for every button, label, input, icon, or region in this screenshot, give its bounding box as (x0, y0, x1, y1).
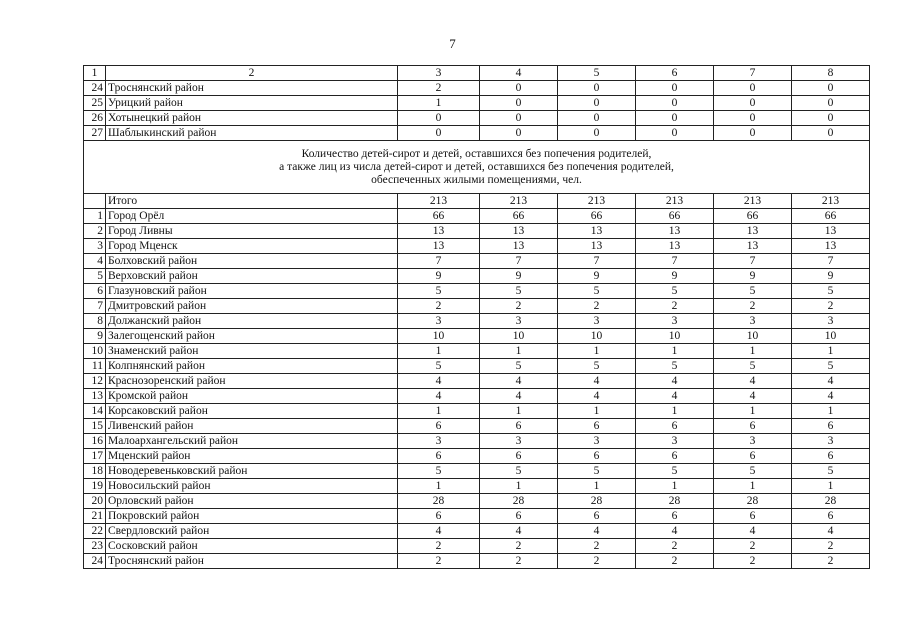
value-cell: 10 (398, 329, 480, 344)
value-cell: 6 (792, 509, 870, 524)
district-name: Болховский район (106, 254, 398, 269)
value-cell: 6 (558, 419, 636, 434)
table-row (84, 524, 870, 539)
district-name: Ливенский район (106, 419, 398, 434)
value-cell: 1 (636, 404, 714, 419)
value-cell: 0 (714, 111, 792, 126)
value-cell: 6 (636, 419, 714, 434)
total-row (84, 194, 870, 209)
row-number: 12 (84, 374, 106, 389)
value-cell: 28 (792, 494, 870, 509)
table-row (84, 269, 870, 284)
value-cell: 1 (398, 344, 480, 359)
district-name: Свердловский район (106, 524, 398, 539)
district-name: Покровский район (106, 509, 398, 524)
row-number: 18 (84, 464, 106, 479)
value-cell: 1 (398, 404, 480, 419)
table-row (84, 209, 870, 224)
table-row (84, 494, 870, 509)
value-cell: 0 (558, 81, 636, 96)
header-cell: 7 (714, 66, 792, 81)
value-cell: 0 (480, 96, 558, 111)
value-cell: 1 (714, 404, 792, 419)
value-cell: 5 (480, 284, 558, 299)
value-cell: 10 (636, 329, 714, 344)
value-cell: 213 (558, 194, 636, 209)
district-name: Сосковский район (106, 539, 398, 554)
row-number: 11 (84, 359, 106, 374)
value-cell: 13 (480, 239, 558, 254)
value-cell: 66 (792, 209, 870, 224)
value-cell: 0 (398, 126, 480, 141)
value-cell: 1 (792, 479, 870, 494)
table-row (84, 111, 870, 126)
value-cell: 5 (398, 464, 480, 479)
row-number: 7 (84, 299, 106, 314)
value-cell: 1 (636, 479, 714, 494)
district-name: Итого (106, 194, 398, 209)
row-number: 23 (84, 539, 106, 554)
table-row (84, 389, 870, 404)
value-cell: 4 (480, 524, 558, 539)
table-row (84, 554, 870, 569)
value-cell: 3 (636, 314, 714, 329)
district-name: Кромской район (106, 389, 398, 404)
value-cell: 5 (792, 359, 870, 374)
value-cell: 7 (792, 254, 870, 269)
value-cell: 6 (558, 509, 636, 524)
value-cell: 0 (558, 126, 636, 141)
value-cell: 2 (792, 539, 870, 554)
value-cell: 7 (558, 254, 636, 269)
value-cell: 4 (714, 374, 792, 389)
value-cell: 0 (792, 81, 870, 96)
value-cell: 6 (398, 509, 480, 524)
value-cell: 1 (792, 344, 870, 359)
value-cell: 13 (636, 224, 714, 239)
value-cell: 3 (714, 314, 792, 329)
district-name: Орловский район (106, 494, 398, 509)
value-cell: 0 (636, 126, 714, 141)
value-cell: 5 (792, 464, 870, 479)
value-cell: 4 (398, 524, 480, 539)
value-cell: 2 (792, 554, 870, 569)
district-name: Город Орёл (106, 209, 398, 224)
value-cell: 10 (714, 329, 792, 344)
value-cell: 2 (480, 554, 558, 569)
value-cell: 6 (792, 419, 870, 434)
table-row (84, 359, 870, 374)
value-cell: 4 (792, 374, 870, 389)
value-cell: 10 (558, 329, 636, 344)
value-cell: 0 (480, 81, 558, 96)
value-cell: 6 (714, 449, 792, 464)
value-cell: 0 (636, 111, 714, 126)
row-number: 25 (84, 96, 106, 111)
row-number: 9 (84, 329, 106, 344)
value-cell: 1 (714, 479, 792, 494)
value-cell: 4 (792, 524, 870, 539)
value-cell: 6 (398, 419, 480, 434)
value-cell: 6 (480, 419, 558, 434)
value-cell: 13 (398, 224, 480, 239)
value-cell: 4 (480, 389, 558, 404)
district-name: Мценский район (106, 449, 398, 464)
district-name: Колпнянский район (106, 359, 398, 374)
row-number: 16 (84, 434, 106, 449)
value-cell: 5 (792, 284, 870, 299)
table-row (84, 314, 870, 329)
value-cell: 1 (558, 479, 636, 494)
value-cell: 2 (480, 539, 558, 554)
district-name: Урицкий район (106, 96, 398, 111)
value-cell: 0 (714, 81, 792, 96)
table-row (84, 479, 870, 494)
row-number: 26 (84, 111, 106, 126)
value-cell: 28 (480, 494, 558, 509)
table-row (84, 374, 870, 389)
header-cell: 8 (792, 66, 870, 81)
value-cell: 3 (792, 434, 870, 449)
row-number: 17 (84, 449, 106, 464)
value-cell: 2 (558, 554, 636, 569)
row-number: 14 (84, 404, 106, 419)
value-cell: 0 (480, 111, 558, 126)
value-cell: 6 (636, 449, 714, 464)
district-name: Должанский район (106, 314, 398, 329)
value-cell: 5 (714, 464, 792, 479)
value-cell: 4 (558, 374, 636, 389)
value-cell: 1 (558, 344, 636, 359)
section-title-line: а также лиц из числа детей-сирот и детей, оставшихся без попечения родителей, (279, 160, 674, 173)
value-cell: 9 (558, 269, 636, 284)
value-cell: 213 (636, 194, 714, 209)
header-cell: 3 (398, 66, 480, 81)
value-cell: 0 (714, 96, 792, 111)
value-cell: 3 (480, 314, 558, 329)
value-cell: 7 (714, 254, 792, 269)
value-cell: 10 (480, 329, 558, 344)
value-cell: 28 (558, 494, 636, 509)
value-cell: 0 (558, 111, 636, 126)
value-cell: 6 (792, 449, 870, 464)
value-cell: 2 (398, 81, 480, 96)
value-cell: 3 (480, 434, 558, 449)
value-cell: 9 (480, 269, 558, 284)
district-name: Хотынецкий район (106, 111, 398, 126)
value-cell: 5 (480, 359, 558, 374)
value-cell: 4 (714, 389, 792, 404)
header-cell: 1 (84, 66, 106, 81)
value-cell: 1 (480, 404, 558, 419)
value-cell: 6 (558, 449, 636, 464)
value-cell: 213 (792, 194, 870, 209)
row-number: 1 (84, 209, 106, 224)
value-cell: 7 (398, 254, 480, 269)
value-cell: 28 (714, 494, 792, 509)
value-cell: 213 (714, 194, 792, 209)
value-cell: 0 (636, 81, 714, 96)
row-number: 27 (84, 126, 106, 141)
value-cell: 13 (714, 239, 792, 254)
value-cell: 10 (792, 329, 870, 344)
district-name: Корсаковский район (106, 404, 398, 419)
row-number: 6 (84, 284, 106, 299)
value-cell: 4 (792, 389, 870, 404)
value-cell: 4 (636, 524, 714, 539)
value-cell: 13 (558, 239, 636, 254)
value-cell: 2 (636, 299, 714, 314)
value-cell: 13 (558, 224, 636, 239)
value-cell: 0 (398, 111, 480, 126)
value-cell: 2 (398, 539, 480, 554)
table-row (84, 96, 870, 111)
section-title-row (84, 141, 870, 194)
value-cell: 7 (636, 254, 714, 269)
row-number: 24 (84, 554, 106, 569)
value-cell: 2 (398, 299, 480, 314)
district-name: Знаменский район (106, 344, 398, 359)
table-row (84, 464, 870, 479)
value-cell: 9 (398, 269, 480, 284)
value-cell: 13 (792, 239, 870, 254)
value-cell: 7 (480, 254, 558, 269)
value-cell: 1 (714, 344, 792, 359)
value-cell: 2 (558, 539, 636, 554)
row-number: 22 (84, 524, 106, 539)
table-row (84, 509, 870, 524)
value-cell: 1 (480, 479, 558, 494)
row-number: 21 (84, 509, 106, 524)
value-cell: 2 (480, 299, 558, 314)
value-cell: 2 (792, 299, 870, 314)
value-cell: 3 (792, 314, 870, 329)
row-number: 3 (84, 239, 106, 254)
row-number: 2 (84, 224, 106, 239)
value-cell: 2 (714, 539, 792, 554)
value-cell: 4 (558, 524, 636, 539)
district-name: Троснянский район (106, 81, 398, 96)
value-cell: 3 (398, 434, 480, 449)
value-cell: 5 (714, 284, 792, 299)
value-cell: 5 (398, 359, 480, 374)
value-cell: 6 (480, 449, 558, 464)
value-cell: 6 (398, 449, 480, 464)
row-number: 8 (84, 314, 106, 329)
value-cell: 5 (714, 359, 792, 374)
value-cell: 6 (714, 419, 792, 434)
value-cell: 9 (714, 269, 792, 284)
value-cell: 4 (636, 389, 714, 404)
value-cell: 6 (480, 509, 558, 524)
value-cell: 9 (792, 269, 870, 284)
header-row (84, 66, 870, 81)
value-cell: 28 (636, 494, 714, 509)
value-cell: 2 (714, 554, 792, 569)
row-number: 24 (84, 81, 106, 96)
value-cell: 13 (480, 224, 558, 239)
district-name: Новосильский район (106, 479, 398, 494)
value-cell: 66 (636, 209, 714, 224)
value-cell: 4 (398, 374, 480, 389)
district-name: Глазуновский район (106, 284, 398, 299)
value-cell: 5 (636, 284, 714, 299)
value-cell: 1 (636, 344, 714, 359)
value-cell: 213 (480, 194, 558, 209)
value-cell: 13 (714, 224, 792, 239)
section-title-line: Количество детей-сирот и детей, оставшихся без попечения родителей, (301, 147, 652, 160)
table-row (84, 224, 870, 239)
district-name: Троснянский район (106, 554, 398, 569)
value-cell: 4 (398, 389, 480, 404)
value-cell: 3 (558, 434, 636, 449)
value-cell: 5 (398, 284, 480, 299)
row-number: 5 (84, 269, 106, 284)
row-number: 19 (84, 479, 106, 494)
district-name: Краснозоренский район (106, 374, 398, 389)
value-cell: 4 (558, 389, 636, 404)
district-name: Город Ливны (106, 224, 398, 239)
row-number: 10 (84, 344, 106, 359)
value-cell: 0 (714, 126, 792, 141)
value-cell: 0 (480, 126, 558, 141)
district-name: Город Мценск (106, 239, 398, 254)
district-name: Малоархангельский район (106, 434, 398, 449)
value-cell: 1 (558, 404, 636, 419)
value-cell: 1 (398, 96, 480, 111)
value-cell: 3 (558, 314, 636, 329)
header-cell: 6 (636, 66, 714, 81)
value-cell: 13 (792, 224, 870, 239)
district-name: Дмитровский район (106, 299, 398, 314)
value-cell: 9 (636, 269, 714, 284)
value-cell: 2 (636, 539, 714, 554)
district-name: Новодеревеньковский район (106, 464, 398, 479)
table-row (84, 419, 870, 434)
value-cell: 4 (636, 374, 714, 389)
value-cell: 0 (792, 111, 870, 126)
value-cell: 66 (480, 209, 558, 224)
table-row (84, 254, 870, 269)
value-cell: 5 (636, 464, 714, 479)
header-cell: 2 (106, 66, 398, 81)
value-cell: 4 (714, 524, 792, 539)
value-cell: 13 (636, 239, 714, 254)
header-cell: 4 (480, 66, 558, 81)
table-row (84, 81, 870, 96)
value-cell: 0 (636, 96, 714, 111)
value-cell: 0 (792, 126, 870, 141)
value-cell: 213 (398, 194, 480, 209)
value-cell: 3 (714, 434, 792, 449)
value-cell: 2 (558, 299, 636, 314)
table-row (84, 329, 870, 344)
table-row (84, 404, 870, 419)
value-cell: 13 (398, 239, 480, 254)
value-cell: 0 (558, 96, 636, 111)
value-cell: 1 (792, 404, 870, 419)
value-cell: 3 (636, 434, 714, 449)
value-cell: 5 (558, 284, 636, 299)
value-cell: 28 (398, 494, 480, 509)
section-title-line: обеспеченных жилыми помещениями, чел. (371, 173, 582, 186)
table-body (84, 66, 870, 569)
value-cell: 2 (398, 554, 480, 569)
row-number: 13 (84, 389, 106, 404)
value-cell: 0 (792, 96, 870, 111)
section-title (84, 141, 870, 194)
row-number: 20 (84, 494, 106, 509)
table-row (84, 126, 870, 141)
district-name: Верховский район (106, 269, 398, 284)
district-name: Шаблыкинский район (106, 126, 398, 141)
district-name: Залегощенский район (106, 329, 398, 344)
value-cell: 6 (636, 509, 714, 524)
value-cell: 66 (714, 209, 792, 224)
value-cell: 5 (480, 464, 558, 479)
table-row (84, 299, 870, 314)
value-cell: 66 (558, 209, 636, 224)
value-cell: 5 (636, 359, 714, 374)
table-row (84, 284, 870, 299)
value-cell: 66 (398, 209, 480, 224)
table-row (84, 239, 870, 254)
value-cell: 5 (558, 359, 636, 374)
table-row (84, 449, 870, 464)
header-cell: 5 (558, 66, 636, 81)
value-cell: 5 (558, 464, 636, 479)
value-cell: 2 (636, 554, 714, 569)
row-number: 15 (84, 419, 106, 434)
table-row (84, 539, 870, 554)
page-number: 7 (449, 36, 456, 51)
value-cell: 4 (480, 374, 558, 389)
value-cell: 2 (714, 299, 792, 314)
value-cell: 6 (714, 509, 792, 524)
value-cell: 1 (480, 344, 558, 359)
data-table (83, 65, 870, 569)
row-number (84, 194, 106, 209)
table-row (84, 434, 870, 449)
row-number: 4 (84, 254, 106, 269)
value-cell: 1 (398, 479, 480, 494)
table-row (84, 344, 870, 359)
value-cell: 3 (398, 314, 480, 329)
